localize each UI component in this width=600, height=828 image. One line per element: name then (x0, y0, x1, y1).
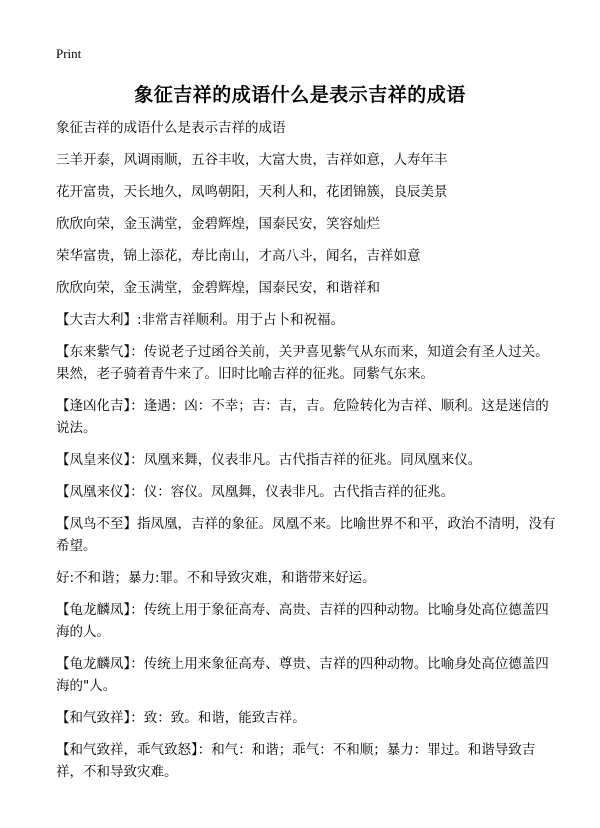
idiom-term: 【和气致祥】 (56, 710, 131, 726)
idiom-entry (56, 653, 556, 697)
idiom-entry (56, 707, 556, 729)
idiom-term: 【凤凰来仪】 (56, 484, 131, 500)
idiom-term: 【东来紫气】 (56, 344, 131, 360)
idiom-term: 【龟龙麟凤】 (56, 602, 131, 618)
idiom-definition: ：逢遇：凶：不幸；吉：吉，吉。危险转化为吉祥、顺利。这是迷信的说法。 (56, 398, 549, 436)
idiom-entry (56, 449, 556, 471)
page-title: 象征吉祥的成语什么是表示吉祥的成语 (134, 84, 466, 106)
idiom-definition: ：和气：和谐；乖气：不和顺；暴力：罪过。和谐导致吉祥，不和导致灾难。 (56, 742, 536, 780)
article-subtitle: 象征吉祥的成语什么是表示吉祥的成语 (56, 120, 286, 136)
idiom-definition: ：仪：容仪。凤凰舞，仪表非凡。古代指吉祥的征兆。 (130, 484, 455, 500)
idiom-entry (56, 481, 556, 503)
idiom-entry (56, 395, 556, 439)
idiom-definition: ：传说老子过函谷关前，关尹喜见紫气从东而来，知道会有圣人过关。果然，老子骑着青牛来了。旧时比喻吉祥的征兆。同紫气东来。 (56, 344, 549, 382)
idiom-term: 【凤皇来仪】 (56, 452, 131, 468)
idiom-line: 欣欣向荣，金玉满堂，金碧辉煌，国泰民安，和谐祥和 (56, 280, 380, 296)
idiom-definition: :非常吉祥顺利。用于占卜和祝福。 (137, 312, 345, 328)
idiom-entry (56, 567, 556, 589)
idiom-term: 【和气致祥，乖气致怒】 (56, 742, 198, 758)
idiom-definition: ：凤凰来舞，仪表非凡。古代指吉祥的征兆。同凤凰来仪。 (130, 452, 482, 468)
idiom-definition: ：传统上用于象征高寿、高贵、吉祥的四种动物。比喻身处高位德盖四海的人。 (56, 602, 549, 640)
idiom-entry (56, 341, 556, 385)
idiom-entry (56, 309, 556, 331)
idiom-line: 花开富贵，天长地久，凤鸣朝阳，天利人和，花团锦簇，良辰美景 (56, 184, 448, 200)
idiom-definition: ：致：致。和谐，能致吉祥。 (130, 710, 306, 726)
idiom-term: 【逢凶化吉】 (56, 398, 131, 414)
idiom-term: 【龟龙麟凤】 (56, 656, 131, 672)
idiom-line: 欣欣向荣，金玉满堂，金碧辉煌，国泰民安，笑容灿烂 (56, 216, 380, 232)
idiom-line: 荣华富贵，锦上添花，寿比南山，才高八斗，闻名，吉祥如意 (56, 248, 421, 264)
idiom-term: 【大吉大利】 (56, 312, 137, 328)
idiom-line: 三羊开泰，风调雨顺，五谷丰收，大富大贵，吉祥如意，人寿年丰 (56, 152, 448, 168)
idiom-entry (56, 739, 556, 783)
print-link[interactable]: Print (56, 46, 82, 61)
article-body (56, 117, 556, 793)
idiom-definition: 指凤凰，吉祥的象征。凤凰不来。比喻世界不和平，政治不清明，没有希望。 (56, 516, 556, 554)
idiom-definition: ：传统上用来象征高寿、尊贵、吉祥的四种动物。比喻身处高位德盖四海的"人。 (56, 656, 549, 694)
idiom-entry (56, 513, 556, 557)
idiom-definition: 好:不和谐；暴力:罪。不和导致灾难，和谐带来好运。 (56, 570, 376, 586)
idiom-entry (56, 599, 556, 643)
idiom-term: 【凤鸟不至】 (56, 516, 137, 532)
